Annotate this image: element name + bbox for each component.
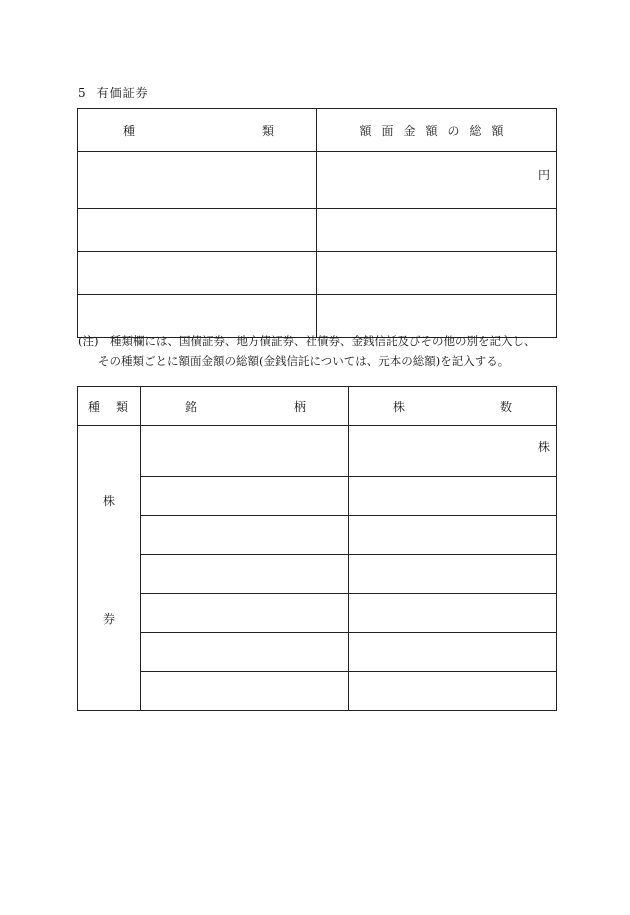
- header-kind: [78, 387, 141, 426]
- table-row: [78, 426, 557, 477]
- table-row: [78, 516, 557, 555]
- note: [78, 331, 568, 371]
- stock-table: [77, 386, 557, 711]
- shares-cell[interactable]: [349, 516, 557, 555]
- shares-cell[interactable]: [349, 672, 557, 711]
- shares-cell[interactable]: [349, 426, 557, 477]
- header-total-face-value: 額面金額の総額: [317, 109, 557, 152]
- table-row: [78, 152, 557, 209]
- stock-kind-bottom: 券: [102, 612, 115, 626]
- shares-cell[interactable]: [349, 594, 557, 633]
- table-header-row: [78, 109, 557, 152]
- brand-cell[interactable]: [141, 555, 349, 594]
- unit-shares: 株: [537, 440, 550, 454]
- header-kind-left: 種: [88, 399, 101, 414]
- table-row: [78, 477, 557, 516]
- table-row: [78, 594, 557, 633]
- kind-cell[interactable]: [78, 209, 317, 252]
- stock-kind-cell: [78, 426, 141, 711]
- header-kind-right: 類: [115, 399, 128, 414]
- header-kind-left: 種: [123, 123, 136, 138]
- header-shares-left: 株: [393, 399, 406, 414]
- header-shares-right: 数: [499, 399, 512, 414]
- shares-cell[interactable]: [349, 633, 557, 672]
- note-line-2: その種類ごとに額面金額の総額(金銭信託については、元本の総額)を記入する。: [98, 354, 510, 368]
- shares-cell[interactable]: [349, 555, 557, 594]
- header-kind: [78, 109, 317, 152]
- amount-cell[interactable]: [317, 209, 557, 252]
- header-kind-right: 類: [261, 123, 274, 138]
- brand-cell[interactable]: [141, 516, 349, 555]
- brand-cell[interactable]: [141, 594, 349, 633]
- table-header-row: [78, 387, 557, 426]
- header-brand-left: 銘: [185, 399, 198, 414]
- kind-cell[interactable]: [78, 152, 317, 209]
- table-row: [78, 252, 557, 295]
- stock-kind-top: 株: [102, 494, 115, 508]
- unit-yen: 円: [537, 168, 550, 182]
- kind-cell[interactable]: [78, 252, 317, 295]
- table-row: [78, 672, 557, 711]
- table-row: [78, 633, 557, 672]
- shares-cell[interactable]: [349, 477, 557, 516]
- brand-cell[interactable]: [141, 477, 349, 516]
- securities-face-value-table: [77, 108, 557, 338]
- brand-cell[interactable]: [141, 672, 349, 711]
- amount-cell[interactable]: [317, 252, 557, 295]
- amount-cell[interactable]: [317, 152, 557, 209]
- section-heading: 有価証券: [96, 86, 149, 100]
- brand-cell[interactable]: [141, 426, 349, 477]
- section-title: [78, 84, 149, 101]
- table-row: [78, 209, 557, 252]
- header-shares: [349, 387, 557, 426]
- header-brand-right: 柄: [293, 399, 306, 414]
- brand-cell[interactable]: [141, 633, 349, 672]
- note-line-1: (注) 種類欄には、国債証券、地方債証券、社債券、金銭信託及びその他の別を記入し、: [78, 334, 536, 348]
- table-row: [78, 555, 557, 594]
- header-brand: [141, 387, 349, 426]
- section-number: 5: [78, 86, 87, 100]
